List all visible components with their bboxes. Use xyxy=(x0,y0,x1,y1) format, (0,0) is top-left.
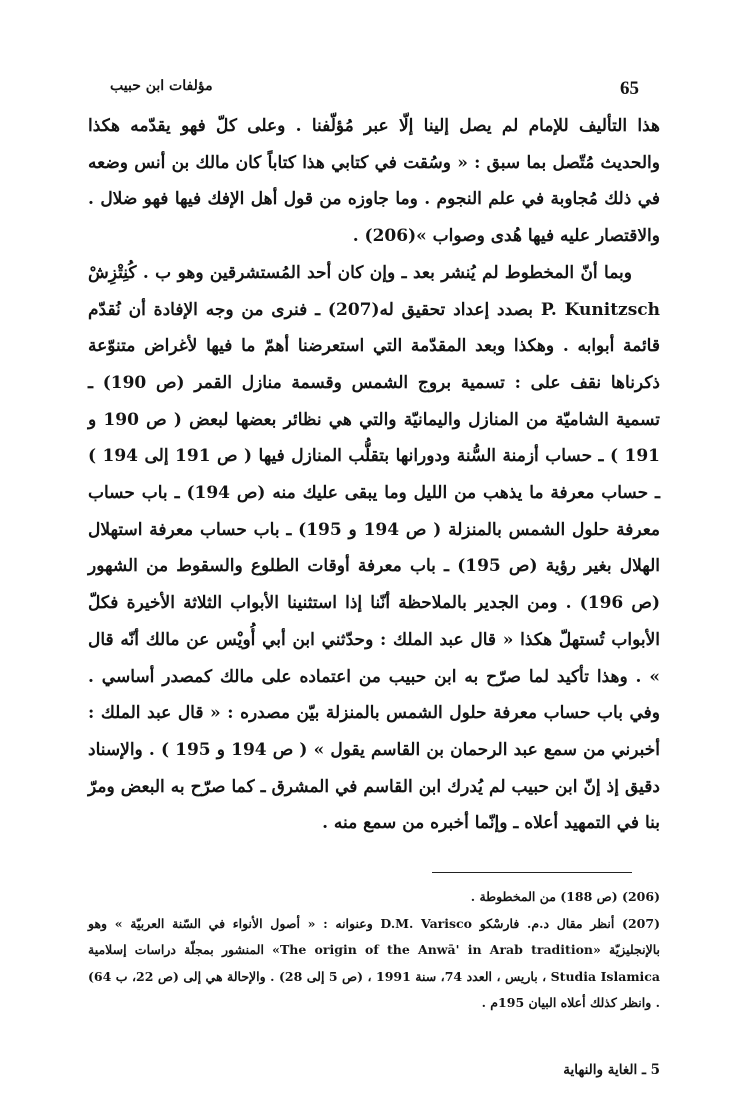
page-number: 65 xyxy=(620,78,639,99)
footnote-divider xyxy=(432,872,632,873)
running-head xyxy=(0,78,756,102)
body-text xyxy=(88,108,660,842)
footnote-207: (207) أنظر مقال د.م. فارسْكو D.M. Varisco وعنوانه : « أصول الأنواء في السّنة العربيّة » وهو بالإنجليزيّة «The origin of the Anwā' in Arab tradition» المنشور بمجلّة دراسات إسلامية Studia Islamica ، باريس ، العدد 74، سنة 1991 ، (ص 5 إلى 28) . والإحالة هي إلى (ص 22، ب 64) . وانظر كذلك أعلاه البيان 195م . xyxy=(88,915,661,1010)
paragraph-2: وبما أنّ المخطوط لم يُنشر بعد ـ وإن كان أحد المُستشرقين وهو ب . كُنِتْزِشْ P. Kunitzsch بصدد إعداد تحقيق له(207) ـ فنرى من وجه الإفادة أن نُقدّم قائمة أبوابه . وهكذا وبعد المقدّمة التي استعرضنا أهمّ ما فيها لأغراض متنوّعة ذكرناها نقف على : تسمية بروج الشمس وقسمة منازل القمر (ص 190) ـ تسمية الشاميّة من المنازل واليمانيّة والتي هي نظائر بعضها لبعض ( ص 190 و 191 ) ـ حساب أزمنة السُّنة ودورانها بتقلُّب المنازل فيها ( ص 191 إلى 194 ) ـ حساب معرفة ما يذهب من الليل وما يبقى عليك منه (ص 194) ـ باب حساب معرفة حلول الشمس بالمنزلة ( ص 194 و 195) ـ باب حساب معرفة استهلال الهلال بغير رؤية (ص 195) ـ باب معرفة أوقات الطلوع والسقوط من الشهور (ص 196) . ومن الجدير بالملاحظة أنّنا إذا استثنينا الأبواب الثلاثة الأخيرة فكلّ الأبواب تُستهلّ هكذا « قال عبد الملك : وحدّثني ابن أبي أُويْس عن مالك أنّه قال » . وهذا تأكيد لما صرّح به ابن حبيب من اعتماده على مالك كمصدر أساسي . وفي باب حساب معرفة حلول الشمس بالمنزلة بيّن مصدره : « قال عبد الملك : أخبرني من سمع عبد الرحمان بن القاسم يقول » ( ص 194 و 195 ) . والإسناد دقيق إذ إنّ ابن حبيب لم يُدرك ابن القاسم في المشرق ـ كما صرّح به البعض ومرّ بنا في التمهيد أعلاه ـ وإنّما أخبره من سمع منه . xyxy=(88,262,661,834)
running-title: مؤلفات ابن حبيب xyxy=(110,78,213,94)
page-footer xyxy=(88,1062,660,1086)
footer-signature: 5 ـ الغاية والنهاية xyxy=(563,1062,660,1078)
paragraph-1: هذا التأليف للإمام لم يصل إلينا إلّا عبر مُؤلّفنا . وعلى كلّ فهو يقدّمه هكذا والحديث مُتّصل بما سبق : « وسُقت في كتابي هذا كتاباً كان مالك بن أنس وضعه في ذلك مُجاوبة في علم النجوم . وما جاوزه من قول أهل الإفك فيها فهو ضلال . والاقتصار عليه فيها هُدى وصواب »(206) . xyxy=(88,116,660,247)
footnote-206: (206) (ص 188) من المخطوطة . xyxy=(470,889,660,904)
footnotes xyxy=(88,884,660,1017)
